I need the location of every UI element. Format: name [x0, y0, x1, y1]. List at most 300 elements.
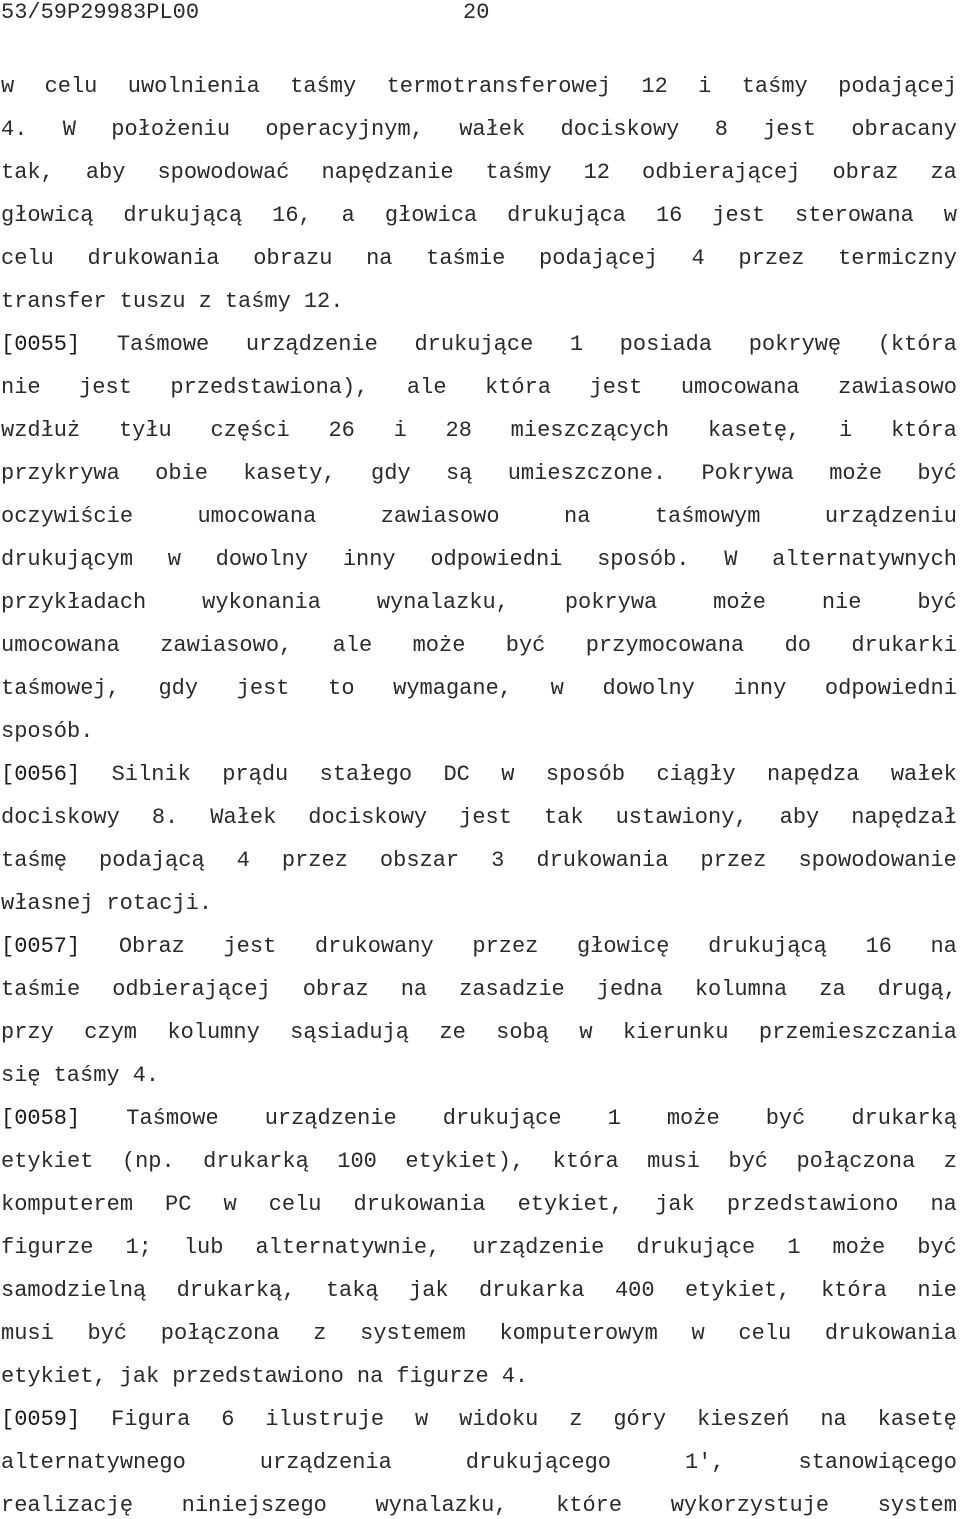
word: urządzenie — [245, 332, 378, 357]
word: jedna — [596, 977, 663, 1002]
document-id: 53/59P29983PL00 — [1, 0, 200, 25]
word: stałego — [319, 762, 413, 787]
word: obracany — [851, 117, 957, 142]
word: drukującym — [1, 547, 134, 572]
word: dowolny — [215, 547, 309, 572]
word: ze — [439, 1020, 466, 1045]
word: komputerem — [1, 1192, 134, 1217]
word: w — [1, 74, 15, 99]
text-line — [1, 280, 957, 323]
word: inny — [342, 547, 396, 572]
word: przykrywa — [1, 461, 120, 486]
word: być — [87, 1321, 128, 1346]
word: w — [223, 1192, 237, 1217]
word: która — [890, 418, 957, 443]
word: Taśmowe — [116, 332, 210, 357]
text-line — [1, 796, 957, 839]
word: która — [552, 1149, 619, 1174]
word: inny — [733, 676, 787, 701]
word: i — [839, 418, 853, 443]
word: taśmę — [1, 848, 68, 873]
word: drukarki — [851, 633, 957, 658]
word: aby — [85, 160, 126, 185]
word: może — [832, 1235, 886, 1260]
text-line — [1, 1140, 957, 1183]
word: jak — [119, 1364, 160, 1389]
word: być — [728, 1149, 769, 1174]
document-body — [1, 65, 957, 1519]
word: się — [1, 1063, 41, 1088]
word: sposób. — [597, 547, 690, 572]
word: drukarka — [478, 1278, 585, 1303]
word: za — [819, 977, 846, 1002]
word: to — [328, 676, 355, 701]
text-line — [1, 495, 957, 538]
word: w — [415, 1407, 429, 1432]
word: jak — [409, 1278, 449, 1303]
text-line — [1, 581, 957, 624]
word: przez — [281, 848, 348, 873]
word: kierunku — [622, 1020, 729, 1045]
word: jak — [655, 1192, 695, 1217]
text-line — [1, 710, 957, 753]
word: etykiet, — [1, 1364, 107, 1389]
word: sposób. — [1, 719, 94, 744]
text-line — [1, 1054, 957, 1097]
word: może — [829, 461, 883, 486]
word: podającą — [99, 848, 205, 873]
word: w — [691, 1321, 705, 1346]
word: obraz — [832, 160, 899, 185]
word: tyłu — [118, 418, 172, 443]
word: połączona — [796, 1149, 916, 1174]
word: taśmy — [53, 1063, 120, 1088]
word: jest — [236, 676, 290, 701]
word: etykiet, — [517, 1192, 624, 1217]
word: Wałek — [210, 805, 277, 830]
text-line — [1, 925, 957, 968]
word: celu — [44, 74, 98, 99]
word: realizację — [1, 1493, 134, 1518]
text-line — [1, 108, 957, 151]
word: dociskowy — [560, 117, 680, 142]
text-line — [1, 409, 957, 452]
text-line — [1, 968, 957, 1011]
word: musi — [1, 1321, 54, 1346]
word: transfer — [1, 289, 107, 314]
word: W — [724, 547, 738, 572]
word: pokrywę — [748, 332, 842, 357]
word: napędzał — [851, 805, 957, 830]
word: 400 — [614, 1278, 655, 1303]
text-line — [1, 151, 957, 194]
word: uwolnienia — [127, 74, 260, 99]
word: może — [412, 633, 466, 658]
paragraph-number: [0055] — [1, 332, 81, 357]
word: ale — [332, 633, 373, 658]
word: z — [943, 1149, 957, 1174]
word: nie — [917, 1278, 957, 1303]
text-line — [1, 1183, 957, 1226]
word: urządzenie — [472, 1235, 605, 1260]
word: lub — [183, 1235, 224, 1260]
word: 4 — [236, 848, 250, 873]
word: przedstawiono — [172, 1364, 344, 1389]
word: umocowana — [1, 633, 120, 658]
text-line — [1, 65, 957, 108]
word: w — [550, 676, 564, 701]
word: do — [784, 633, 811, 658]
word: przedstawiona), — [170, 375, 369, 400]
text-line — [1, 323, 957, 366]
word: sobą — [496, 1020, 549, 1045]
word: nie — [1, 375, 41, 400]
word: wałek — [890, 762, 957, 787]
word: 1; — [125, 1235, 152, 1260]
word: 26 — [328, 418, 355, 443]
word: góry — [613, 1407, 667, 1432]
word: 1 — [787, 1235, 801, 1260]
text-line — [1, 1097, 957, 1140]
word: samodzielną — [1, 1278, 147, 1303]
word: drukowania — [536, 848, 669, 873]
word: być — [765, 1106, 806, 1131]
word: głowicę — [577, 934, 670, 959]
word: drukujące — [636, 1235, 756, 1260]
text-line — [1, 194, 957, 237]
text-line — [1, 1269, 957, 1312]
word: własnej — [1, 891, 94, 916]
word: wzdłuż — [1, 418, 81, 443]
word: być — [917, 1235, 957, 1260]
text-line — [1, 1441, 957, 1484]
text-line — [1, 538, 957, 581]
word: jest — [459, 805, 512, 830]
word: drukarką, — [176, 1278, 296, 1303]
word: sąsiadują — [290, 1020, 409, 1045]
word: posiada — [619, 332, 713, 357]
word: 4. — [501, 1364, 529, 1389]
word: nie — [821, 590, 862, 615]
word: termotransferowej — [386, 74, 611, 99]
word: w — [943, 203, 957, 228]
word: być — [917, 461, 957, 486]
page-number: 20 — [463, 0, 490, 25]
word: termiczny — [838, 246, 957, 271]
text-line — [1, 753, 957, 796]
word: na — [820, 1407, 847, 1432]
word: taśmowej, — [1, 676, 120, 701]
word: kolumny — [167, 1020, 260, 1045]
word: taśmy — [485, 160, 552, 185]
word: spowodować — [157, 160, 290, 185]
word: drugą, — [877, 977, 957, 1002]
word: a — [341, 203, 355, 228]
word: na — [564, 504, 591, 529]
word: operacyjnym, — [265, 117, 424, 142]
word: zasadzie — [459, 977, 565, 1002]
word: wynalazku, — [376, 590, 509, 615]
word: widoku — [459, 1407, 539, 1432]
word: Pokrywa — [701, 461, 794, 486]
text-line — [1, 1484, 957, 1519]
word: Silnik — [111, 762, 191, 787]
text-line — [1, 366, 957, 409]
word: przez — [738, 246, 805, 271]
word: dociskowy — [1, 805, 120, 830]
word: 16 — [865, 934, 892, 959]
word: (która — [877, 332, 957, 357]
word: na — [400, 977, 428, 1002]
text-line — [1, 1355, 957, 1398]
word: z — [569, 1407, 583, 1432]
word: prądu — [222, 762, 289, 787]
word: w — [579, 1020, 593, 1045]
word: podającej — [838, 74, 957, 99]
text-line — [1, 1398, 957, 1441]
word: być — [505, 633, 546, 658]
word: może — [713, 590, 766, 615]
word: głowica — [384, 203, 478, 228]
word: 4. — [132, 1063, 160, 1088]
word: głowicą — [1, 203, 94, 228]
word: 1 — [607, 1106, 621, 1131]
word: drukującego — [465, 1450, 612, 1475]
word: systemem — [360, 1321, 466, 1346]
word: 3 — [491, 848, 505, 873]
word: drukującą — [123, 203, 243, 228]
word: W — [62, 117, 76, 142]
text-line — [1, 839, 957, 882]
word: może — [666, 1106, 720, 1131]
word: umieszczone. — [507, 461, 667, 486]
word: aby — [779, 805, 820, 830]
word: jest — [589, 375, 643, 400]
word: etykiet, — [684, 1278, 791, 1303]
word: drukujące — [414, 332, 534, 357]
word: przez — [700, 848, 767, 873]
word: 16 — [655, 203, 683, 228]
word: wynalazku, — [375, 1493, 508, 1518]
text-line — [1, 237, 957, 280]
word: spowodowanie — [798, 848, 957, 873]
text-line — [1, 624, 957, 667]
word: figurze — [396, 1364, 489, 1389]
word: gdy — [371, 461, 411, 486]
word: Figura — [111, 1407, 191, 1432]
word: 12 — [583, 160, 610, 185]
word: stanowiącego — [798, 1450, 957, 1475]
word: Taśmowe — [126, 1106, 219, 1131]
word: umocowana — [680, 375, 800, 400]
word: taką — [325, 1278, 379, 1303]
paragraph-number: [0058] — [1, 1106, 81, 1131]
word: (np. — [121, 1149, 175, 1174]
word: PC — [165, 1192, 192, 1217]
word: przymocowana — [585, 633, 745, 658]
word: kolumna — [694, 977, 788, 1002]
word: alternatywnie, — [255, 1235, 441, 1260]
word: drukującą — [708, 934, 827, 959]
word: komputerowym — [499, 1321, 658, 1346]
word: drukowany — [314, 934, 434, 959]
word: dociskowy — [308, 805, 428, 830]
word: drukowania — [353, 1192, 486, 1217]
word: odpowiedni — [824, 676, 957, 701]
text-line — [1, 667, 957, 710]
word: 28 — [445, 418, 472, 443]
word: figurze — [1, 1235, 94, 1260]
word: przemieszczania — [758, 1020, 957, 1045]
word: napędza — [767, 762, 860, 787]
word: taśmowym — [654, 504, 761, 529]
word: jest — [223, 934, 277, 959]
word: 12 — [641, 74, 668, 99]
word: celu — [268, 1192, 322, 1217]
text-line — [1, 1011, 957, 1054]
word: za — [930, 160, 957, 185]
word: Obraz — [118, 934, 185, 959]
word: celu — [1, 246, 54, 271]
word: przedstawiono — [726, 1192, 899, 1217]
word: alternatywnego — [1, 1450, 186, 1475]
word: części — [210, 418, 290, 443]
word: rotacji. — [106, 891, 213, 916]
word: i — [698, 74, 712, 99]
word: tak, — [1, 160, 54, 185]
word: ciągły — [656, 762, 736, 787]
text-line — [1, 452, 957, 495]
word: na — [356, 1364, 384, 1389]
word: niniejszego — [181, 1493, 327, 1518]
word: musi — [647, 1149, 700, 1174]
word: być — [917, 590, 957, 615]
page-header — [0, 0, 960, 26]
text-line — [1, 1312, 957, 1355]
word: urządzenia — [259, 1450, 392, 1475]
word: jest — [79, 375, 132, 400]
word: i — [393, 418, 407, 443]
word: odbierającej — [112, 977, 271, 1002]
word: mieszczących — [510, 418, 670, 443]
word: odbierającej — [642, 160, 801, 185]
paragraph-number: [0059] — [1, 1407, 81, 1432]
word: przykładach — [1, 590, 147, 615]
paragraph-number: [0057] — [1, 934, 81, 959]
word: kasetę — [877, 1407, 957, 1432]
word: sposób — [545, 762, 626, 787]
word: oczywiście — [1, 504, 134, 529]
word: na — [930, 934, 957, 959]
word: tuszu — [119, 289, 186, 314]
word: taśmy — [224, 289, 291, 314]
word: 1 — [569, 332, 584, 357]
text-line — [1, 1226, 957, 1269]
word: wykonania — [202, 590, 321, 615]
word: 8 — [714, 117, 728, 142]
word: przez — [472, 934, 539, 959]
word: połączona — [160, 1321, 280, 1346]
word: 12. — [303, 289, 344, 314]
word: która — [820, 1278, 887, 1303]
word: która — [485, 375, 552, 400]
word: dowolny — [602, 676, 695, 701]
word: obie — [155, 461, 208, 486]
word: 1', — [684, 1450, 725, 1475]
word: podającej — [539, 246, 658, 271]
word: drukujące — [442, 1106, 562, 1131]
word: taśmie — [1, 977, 81, 1002]
word: 4. — [1, 117, 28, 142]
word: przy — [1, 1020, 54, 1045]
word: 100 — [337, 1149, 377, 1174]
word: czym — [84, 1020, 137, 1045]
word: system — [877, 1493, 957, 1518]
word: alternatywnych — [772, 547, 957, 572]
word: z — [198, 289, 212, 314]
text-line — [1, 882, 957, 925]
word: na — [366, 246, 393, 271]
word: obszar — [379, 848, 460, 873]
word: wykorzystuje — [670, 1493, 830, 1518]
word: zawiasowo — [380, 504, 500, 529]
word: DC — [443, 762, 470, 787]
word: etykiet), — [405, 1149, 525, 1174]
word: pokrywa — [564, 590, 658, 615]
word: w — [167, 547, 181, 572]
word: gdy — [158, 676, 199, 701]
word: urządzeniu — [824, 504, 957, 529]
word: kasety, — [243, 461, 336, 486]
word: etykiet — [1, 1149, 94, 1174]
word: na — [930, 1192, 957, 1217]
word: drukowania — [87, 246, 220, 271]
word: zawiasowo — [838, 375, 957, 400]
paragraph-number: [0056] — [1, 762, 81, 787]
word: jest — [763, 117, 817, 142]
word: urządzenie — [264, 1106, 397, 1131]
word: tak — [543, 805, 584, 830]
word: zawiasowo, — [160, 633, 293, 658]
word: wałek — [459, 117, 526, 142]
word: 8. — [151, 805, 179, 830]
word: ustawiony, — [615, 805, 748, 830]
word: drukarką — [851, 1106, 957, 1131]
word: są — [445, 461, 473, 486]
word: wymagane, — [393, 676, 512, 701]
word: położeniu — [111, 117, 231, 142]
word: z — [313, 1321, 327, 1346]
word: 6 — [221, 1407, 235, 1432]
word: drukowania — [824, 1321, 957, 1346]
word: jest — [712, 203, 766, 228]
word: kieszeń — [697, 1407, 790, 1432]
word: odpowiedni — [430, 547, 563, 572]
word: celu — [738, 1321, 792, 1346]
word: obraz — [302, 977, 369, 1002]
word: sterowana — [795, 203, 914, 228]
word: 4 — [691, 246, 705, 271]
word: kasetę, — [707, 418, 801, 443]
word: taśmy — [290, 74, 357, 99]
word: taśmie — [426, 246, 506, 271]
word: umocowana — [197, 504, 317, 529]
word: ale — [406, 375, 447, 400]
word: taśmy — [741, 74, 808, 99]
word: napędzanie — [321, 160, 454, 185]
word: drukarką — [203, 1149, 309, 1174]
word: w — [501, 762, 515, 787]
